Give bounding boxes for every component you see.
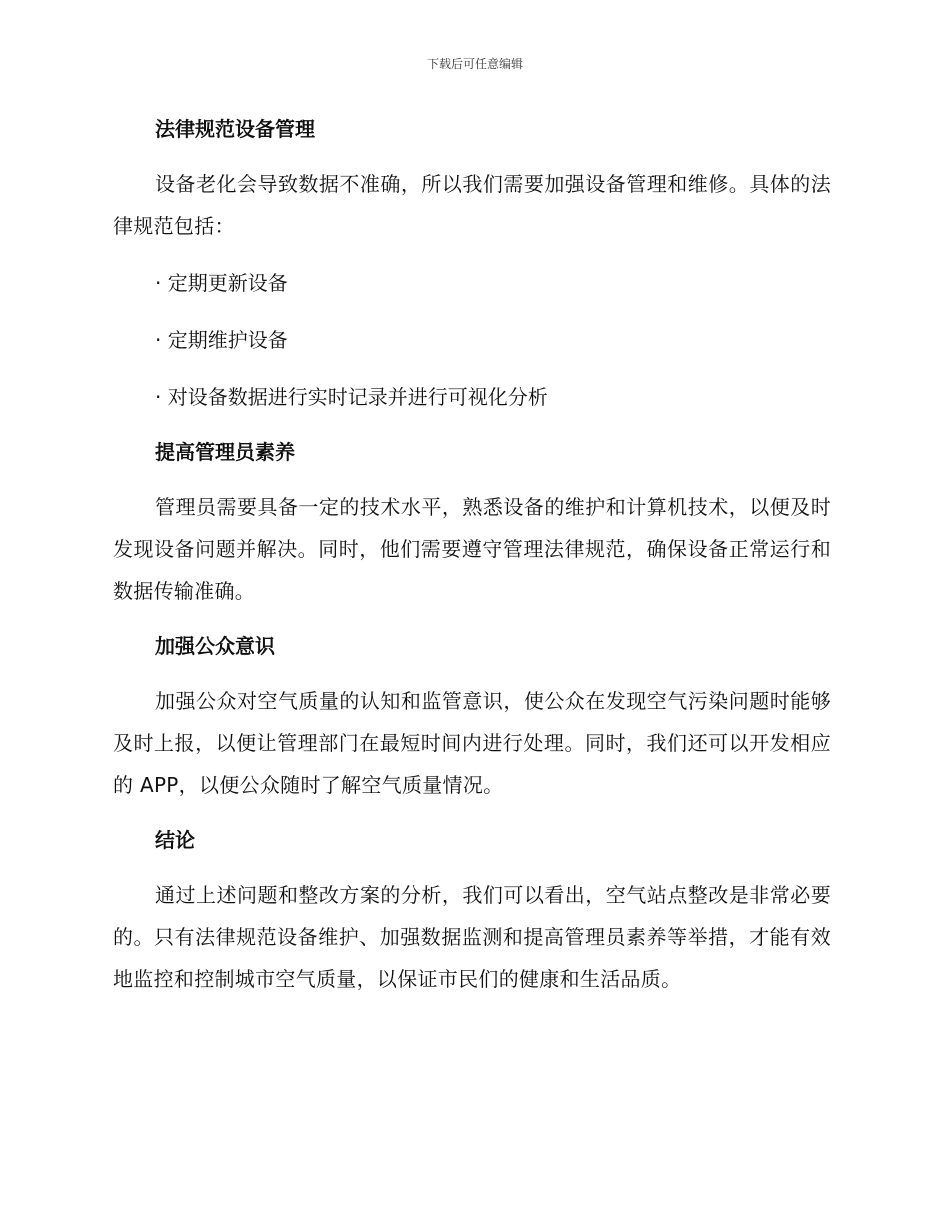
bullet-item-update-equipment: · 定期更新设备	[155, 271, 288, 295]
section-heading-equipment-law: 法律规范设备管理	[155, 117, 315, 141]
section-paragraph-conclusion: 通过上述问题和整改方案的分析，我们可以看出，空气站点整改是非常必要的。只有法律规范设备维护、加强数据监测和提高管理员素养等举措，才能有效地监控和控制城市空气质量，以保证市民们的健康和生活品质。	[113, 883, 831, 991]
bullet-item-record-analyze: · 对设备数据进行实时记录并进行可视化分析	[155, 385, 548, 409]
page-header-note: 下载后可任意编辑	[426, 57, 523, 71]
bullet-item-maintain-equipment: · 定期维护设备	[155, 328, 288, 352]
section-heading-conclusion: 结论	[155, 828, 195, 852]
document-body	[113, 110, 831, 1015]
section-paragraph-public-awareness: 加强公众对空气质量的认知和监管意识，使公众在发现空气污染问题时能够及时上报，以便让管理部门在最短时间内进行处理。同时，我们还可以开发相应的 APP，以便公众随时了解空气质量情况。	[113, 689, 831, 797]
section-heading-admin-quality: 提高管理员素养	[155, 440, 295, 464]
section-heading-public-awareness: 加强公众意识	[155, 634, 275, 658]
section-paragraph-equipment-law: 设备老化会导致数据不准确，所以我们需要加强设备管理和维修。具体的法律规范包括：	[113, 172, 831, 238]
section-paragraph-admin-quality: 管理员需要具备一定的技术水平，熟悉设备的维护和计算机技术，以便及时发现设备问题并解决。同时，他们需要遵守管理法律规范，确保设备正常运行和数据传输准确。	[113, 495, 831, 603]
